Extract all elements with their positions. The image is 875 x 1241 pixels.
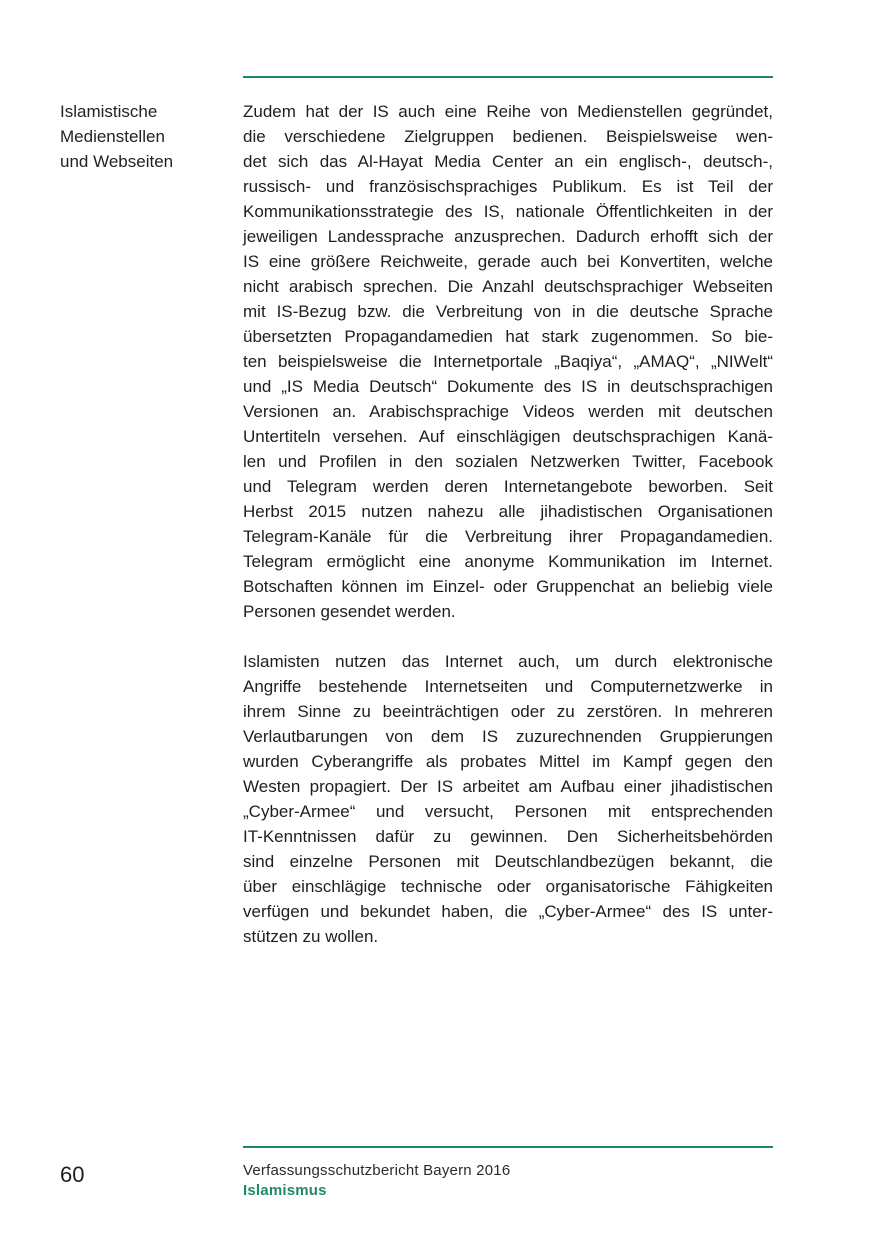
margin-note-line: und Webseiten: [60, 152, 174, 171]
text-line: Untertiteln versehen. Auf einschlägigen deutschsprachigen Kanä-: [243, 427, 773, 446]
text-line: Versionen an. Arabischsprachige Videos werden mit deutschen: [243, 402, 773, 421]
text-line: über einschlägige technische oder organisatorische Fähigkeiten: [243, 877, 773, 896]
text-line: „Cyber-Armee“ und versucht, Personen mit entsprechenden: [243, 802, 773, 821]
text-line: Herbst 2015 nutzen nahezu alle jihadistischen Organisationen: [243, 502, 773, 521]
text-line: Verlautbarungen von dem IS zuzurechnenden Gruppierungen: [243, 727, 773, 746]
text-line: sind einzelne Personen mit Deutschlandbezügen bekannt, die: [243, 852, 773, 871]
text-line: stützen zu wollen.: [243, 927, 379, 946]
margin-note: [60, 99, 230, 174]
text-line: Angriffe bestehende Internetseiten und Computernetzwerke in: [243, 677, 773, 696]
margin-note-line: Medienstellen: [60, 127, 165, 146]
publication-title: Verfassungsschutzbericht Bayern 2016: [243, 1162, 511, 1179]
section-title: Islamismus: [243, 1182, 327, 1199]
text-line: len und Profilen in den sozialen Netzwerken Twitter, Facebook: [243, 452, 773, 471]
paragraph-media-outlets: [243, 99, 773, 624]
text-line: übersetzten Propagandamedien hat stark zugenommen. So bie-: [243, 327, 773, 346]
text-line: det sich das Al-Hayat Media Center an ein englisch-, deutsch-,: [243, 152, 773, 171]
text-line: wurden Cyberangriffe als probates Mittel im Kampf gegen den: [243, 752, 773, 771]
text-line: nicht arabisch sprechen. Die Anzahl deutschsprachiger Webseiten: [243, 277, 773, 296]
footer-rule: [243, 1146, 773, 1148]
text-line: mit IS-Bezug bzw. die Verbreitung von in die deutsche Sprache: [243, 302, 773, 321]
page-number: 60: [60, 1162, 85, 1187]
text-line: Telegram ermöglicht eine anonyme Kommunikation im Internet.: [243, 552, 773, 571]
top-rule: [243, 76, 773, 78]
text-line: Kommunikationsstrategie des IS, nationale Öffentlichkeiten in der: [243, 202, 773, 221]
text-line: ihrem Sinne zu beeinträchtigen oder zu zerstören. In mehreren: [243, 702, 773, 721]
text-line: Botschaften können im Einzel- oder Gruppenchat an beliebig viele: [243, 577, 773, 596]
paragraph-cyber-attacks: [243, 649, 773, 949]
footer: [243, 1161, 510, 1201]
text-line: russisch- und französischsprachiges Publikum. Es ist Teil der: [243, 177, 773, 196]
text-line: Westen propagiert. Der IS arbeitet am Aufbau einer jihadistischen: [243, 777, 773, 796]
text-line: ten beispielsweise die Internetportale „Baqiya“, „AMAQ“, „NIWelt“: [243, 352, 773, 371]
text-line: verfügen und bekundet haben, die „Cyber-Armee“ des IS unter-: [243, 902, 773, 921]
text-line: Personen gesendet werden.: [243, 602, 456, 621]
text-line: und „IS Media Deutsch“ Dokumente des IS in deutschsprachigen: [243, 377, 773, 396]
text-line: IS eine größere Reichweite, gerade auch bei Konvertiten, welche: [243, 252, 773, 271]
text-line: IT-Kenntnissen dafür zu gewinnen. Den Sicherheitsbehörden: [243, 827, 773, 846]
body-text: [243, 99, 773, 949]
margin-note-line: Islamistische: [60, 102, 158, 121]
text-line: Zudem hat der IS auch eine Reihe von Medienstellen gegründet,: [243, 102, 773, 121]
text-line: die verschiedene Zielgruppen bedienen. Beispielsweise wen-: [243, 127, 773, 146]
text-line: und Telegram werden deren Internetangebote beworben. Seit: [243, 477, 773, 496]
text-line: Islamisten nutzen das Internet auch, um durch elektronische: [243, 652, 773, 671]
text-line: jeweiligen Landessprache anzusprechen. Dadurch erhofft sich der: [243, 227, 773, 246]
text-line: Telegram-Kanäle für die Verbreitung ihrer Propagandamedien.: [243, 527, 773, 546]
